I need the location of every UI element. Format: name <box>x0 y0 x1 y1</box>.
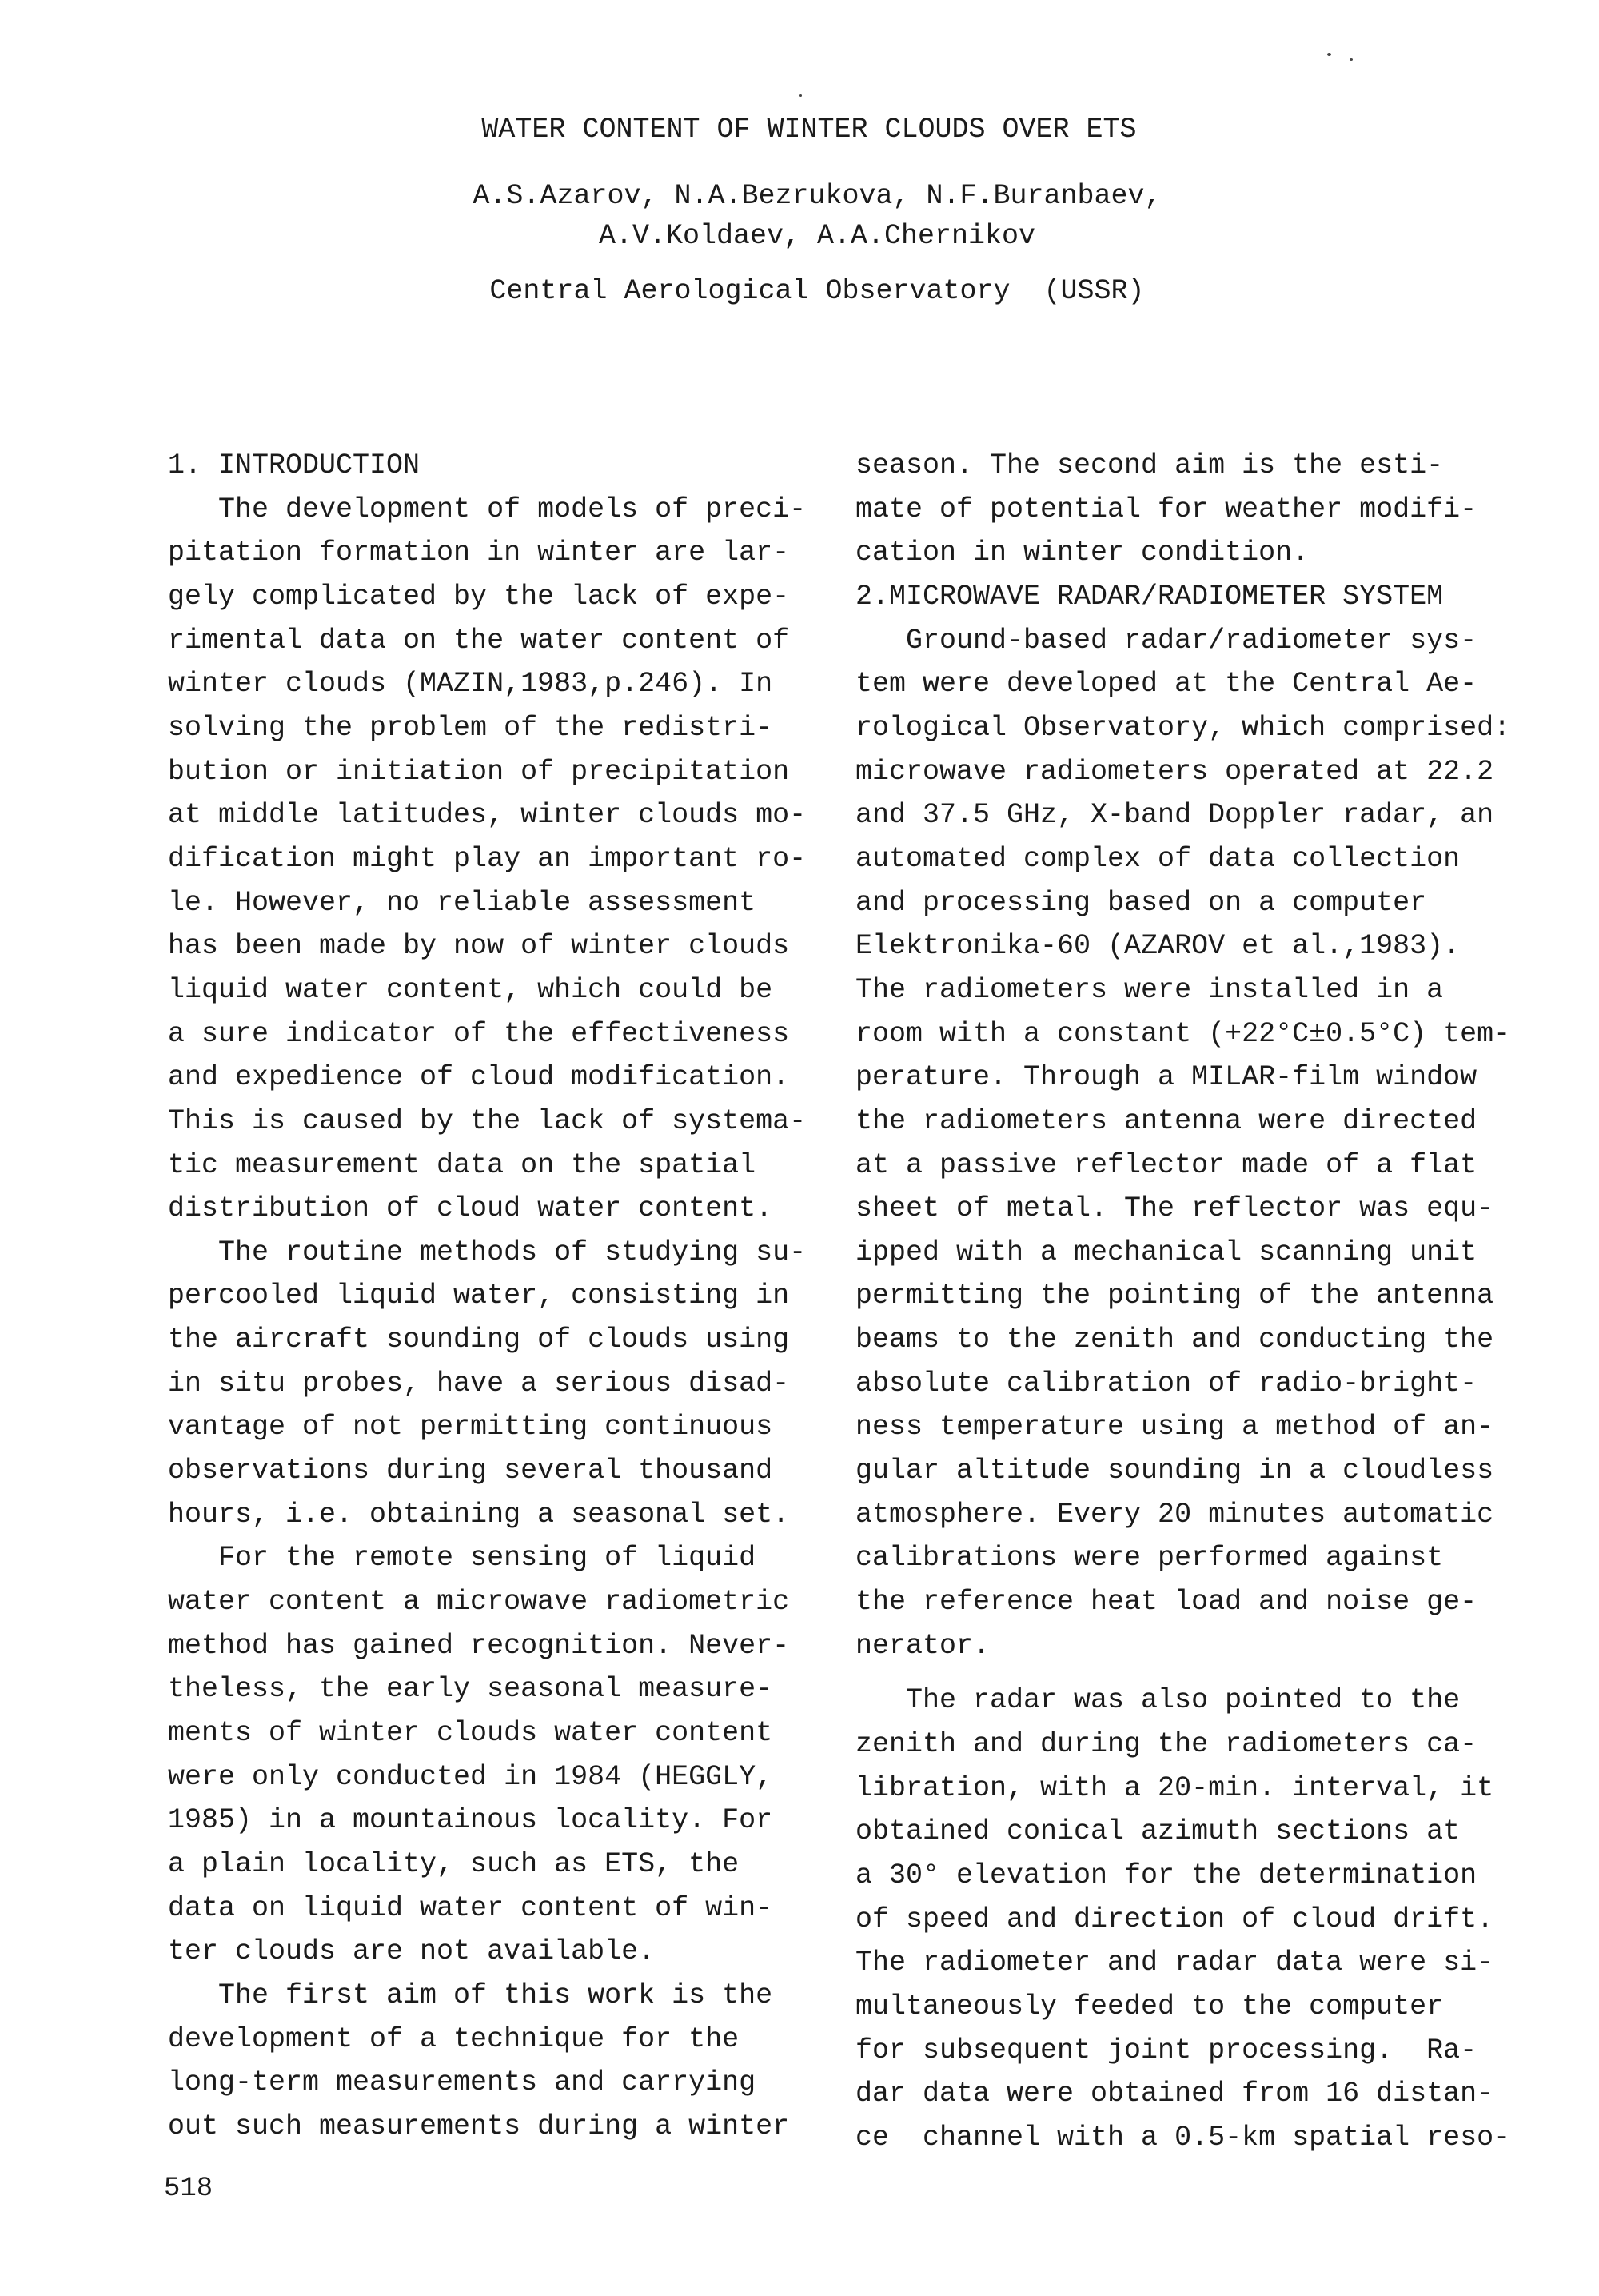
text-line: pitation formation in winter are lar- <box>168 537 790 569</box>
affiliation: Central Aerological Observatory (USSR) <box>489 275 1145 307</box>
text-line: dar data were obtained from 16 distan- <box>855 2078 1494 2110</box>
text-line: solving the problem of the redistri- <box>168 711 773 744</box>
text-line: water content a microwave radiometric <box>168 1586 790 1619</box>
speck-mark <box>1350 58 1353 61</box>
text-line: at a passive reflector made of a flat <box>855 1148 1477 1181</box>
text-line: a 30° elevation for the determination <box>855 1859 1477 1891</box>
text-line: permitting the pointing of the antenna <box>855 1280 1494 1312</box>
text-line: multaneously feeded to the computer <box>855 1990 1444 2022</box>
text-line: Ground-based radar/radiometer sys- <box>855 624 1477 657</box>
page-number: 518 <box>164 2174 213 2204</box>
paper-title: WATER CONTENT OF WINTER CLOUDS OVER ETS <box>481 114 1137 146</box>
text-line: ipped with a mechanical scanning unit <box>855 1236 1477 1268</box>
text-line: This is caused by the lack of systema- <box>168 1104 807 1137</box>
text-line: nerator. <box>855 1629 991 1662</box>
paper-header-title <box>10 114 1599 146</box>
text-line: dification might play an important ro- <box>168 842 807 875</box>
text-line: sheet of metal. The reflector was equ- <box>855 1192 1494 1225</box>
text-line: microwave radiometers operated at 22.2 <box>855 755 1494 788</box>
speck-mark <box>1327 53 1331 56</box>
text-line: perature. Through a MILAR-film window <box>855 1061 1477 1094</box>
text-line: libration, with a 20-min. interval, it <box>855 1771 1494 1804</box>
text-line: in situ probes, have a serious disad- <box>168 1367 790 1400</box>
text-line: tic measurement data on the spatial <box>168 1148 756 1181</box>
text-line: calibrations were performed against <box>855 1542 1444 1575</box>
text-line: liquid water content, which could be <box>168 973 773 1006</box>
text-line: the aircraft sounding of clouds using <box>168 1324 790 1356</box>
text-line: were only conducted in 1984 (HEGGLY, <box>168 1760 773 1793</box>
text-line: season. The second aim is the esti- <box>855 449 1444 481</box>
text-line: bution or initiation of precipitation <box>168 755 790 788</box>
text-line: at middle latitudes, winter clouds mo- <box>168 799 807 832</box>
text-line: percooled liquid water, consisting in <box>168 1280 790 1312</box>
text-line: for subsequent joint processing. Ra- <box>855 2034 1477 2066</box>
text-line: the reference heat load and noise ge- <box>855 1586 1477 1619</box>
left-column <box>168 444 807 2149</box>
text-line: The radar was also pointed to the <box>855 1684 1461 1717</box>
text-line: ce channel with a 0.5-km spatial reso- <box>855 2121 1511 2154</box>
text-line: tem were developed at the Central Ae- <box>855 668 1477 701</box>
text-line: automated complex of data collection <box>855 842 1461 875</box>
affiliation-block <box>18 276 1599 307</box>
text-line: has been made by now of winter clouds <box>168 930 790 963</box>
text-line: 1985) in a mountainous locality. For <box>168 1804 773 1837</box>
text-line: a sure indicator of the effectiveness <box>168 1017 790 1050</box>
text-line: gular altitude sounding in a cloudless <box>855 1455 1494 1487</box>
text-line: absolute calibration of radio-bright- <box>855 1367 1477 1400</box>
text-line: the radiometers antenna were directed <box>855 1104 1477 1137</box>
text-line: a plain locality, such as ETS, the <box>168 1848 740 1880</box>
speck-mark <box>800 94 802 97</box>
text-line: of speed and direction of cloud drift. <box>855 1903 1494 1935</box>
text-line: The development of models of preci- <box>168 493 807 525</box>
text-line: zenith and during the radiometers ca- <box>855 1728 1477 1761</box>
text-line: rimental data on the water content of <box>168 624 790 657</box>
text-line: The radiometers were installed in a <box>855 973 1444 1006</box>
text-line: mate of potential for weather modifi- <box>855 493 1477 525</box>
text-line: development of a technique for the <box>168 2022 740 2055</box>
text-line: Elektronika-60 (AZAROV et al.,1983). <box>855 930 1461 963</box>
text-line: rological Observatory, which comprised: <box>855 711 1511 744</box>
text-line: room with a constant (+22°C±0.5°C) tem- <box>855 1017 1511 1050</box>
text-line: The routine methods of studying su- <box>168 1236 807 1268</box>
text-line: winter clouds (MAZIN,1983,p.246). In <box>168 668 773 701</box>
right-column <box>855 444 1559 2160</box>
text-line: 2.MICROWAVE RADAR/RADIOMETER SYSTEM <box>855 580 1444 613</box>
text-line: The first aim of this work is the <box>168 1979 773 2011</box>
text-line: and processing based on a computer <box>855 886 1427 919</box>
text-line: distribution of cloud water content. <box>168 1192 773 1225</box>
text-line: cation in winter condition. <box>855 537 1310 569</box>
text-line: ter clouds are not available. <box>168 1935 656 1968</box>
text-line: beams to the zenith and conducting the <box>855 1324 1494 1356</box>
authors-line-2: A.V.Koldaev, A.A.Chernikov <box>598 220 1036 252</box>
text-line: The radiometer and radar data were si- <box>855 1947 1494 1979</box>
text-line: 1. INTRODUCTION <box>168 449 421 481</box>
text-line: gely complicated by the lack of expe- <box>168 580 790 613</box>
text-line: long-term measurements and carrying <box>168 2066 756 2099</box>
text-line: theless, the early seasonal measure- <box>168 1673 773 1706</box>
text-line: and expedience of cloud modification. <box>168 1061 790 1094</box>
text-line: ness temperature using a method of an- <box>855 1411 1494 1443</box>
text-line: method has gained recognition. Never- <box>168 1629 790 1662</box>
text-line: and 37.5 GHz, X-band Doppler radar, an <box>855 799 1494 832</box>
text-line: vantage of not permitting continuous <box>168 1411 773 1443</box>
text-line: le. However, no reliable assessment <box>168 886 756 919</box>
text-line: For the remote sensing of liquid <box>168 1542 756 1575</box>
authors-line-1: A.S.Azarov, N.A.Bezrukova, N.F.Buranbaev, <box>473 180 1162 212</box>
text-line: ments of winter clouds water content <box>168 1717 773 1750</box>
text-line: obtained conical azimuth sections at <box>855 1815 1461 1848</box>
text-line: out such measurements during a winter <box>168 2110 790 2142</box>
authors-block <box>18 176 1599 256</box>
text-line: hours, i.e. obtaining a seasonal set. <box>168 1498 790 1531</box>
text-line: atmosphere. Every 20 minutes automatic <box>855 1498 1494 1531</box>
text-line: data on liquid water content of win- <box>168 1891 773 1924</box>
text-line: observations during several thousand <box>168 1455 773 1487</box>
